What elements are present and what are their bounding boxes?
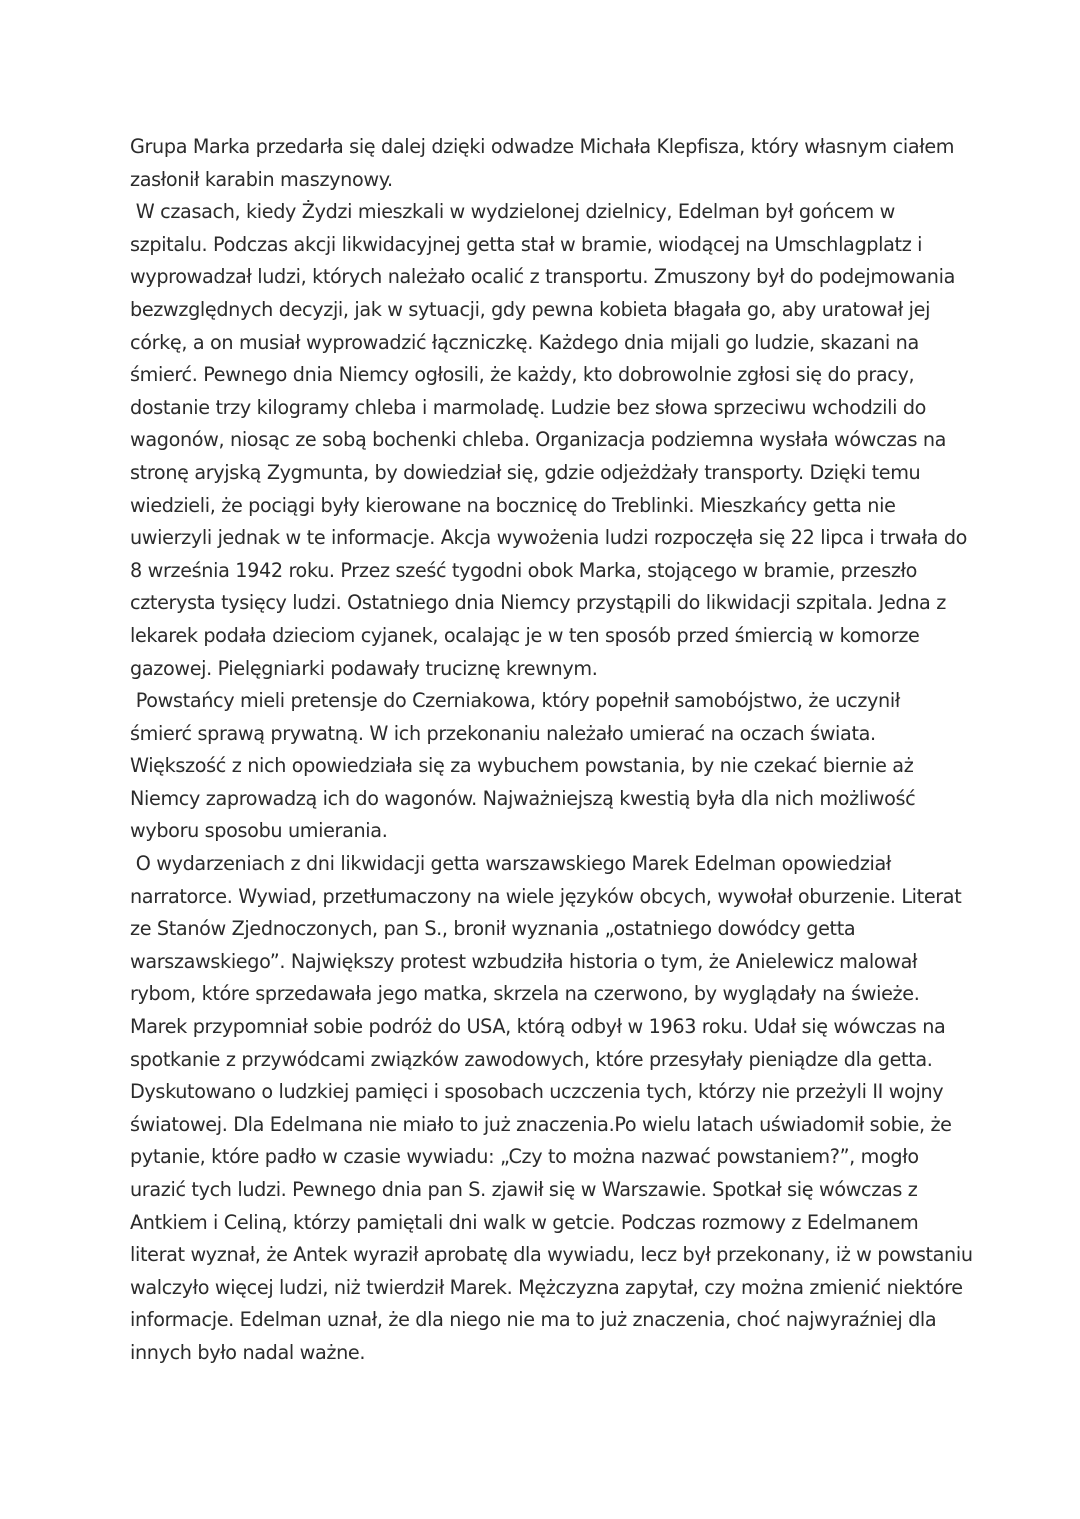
text-line: Dyskutowano o ludzkiej pamięci i sposobach uczczenia tych, którzy nie przeżyli II wojny xyxy=(130,1080,944,1104)
text-line: pytanie, które padło w czasie wywiadu: „Czy to można nazwać powstaniem?”, mogło xyxy=(130,1145,919,1169)
text-line: córkę, a on musiał wyprowadzić łączniczkę. Każdego dnia mijali go ludzie, skazani na xyxy=(130,330,919,354)
text-line: wyprowadzał ludzi, których należało ocalić z transportu. Zmuszony był do podejmowania xyxy=(130,265,956,289)
text-line: urazić tych ludzi. Pewnego dnia pan S. zjawił się w Warszawie. Spotkał się wówczas z xyxy=(130,1178,918,1201)
text-line: Grupa Marka przedarła się dalej dzięki odwadze Michała Klepfisza, który własnym ciałem xyxy=(130,135,955,158)
text-line: lekarek podała dzieciom cyjanek, ocalając je w ten sposób przed śmiercią w komorze xyxy=(130,623,920,647)
text-line: 8 września 1942 roku. Przez sześć tygodni obok Marka, stojącego w bramie, przeszło xyxy=(130,558,918,582)
text-line: dostanie trzy kilogramy chleba i marmoladę. Ludzie bez słowa sprzeciwu wchodzili do xyxy=(130,395,927,419)
text-line: gazowej. Pielęgniarki podawały truciznę krewnym. xyxy=(130,656,598,680)
text-line: literat wyznał, że Antek wyraził aprobatę dla wywiadu, lecz był przekonany, iż w powstaniu xyxy=(130,1243,973,1267)
text-line: informacje. Edelman uznał, że dla niego nie ma to już znaczenia, choć najwyraźniej dla xyxy=(130,1308,937,1332)
text-line: walczyło więcej ludzi, niż twierdził Marek. Mężczyzna zapytał, czy można zmienić niektóre xyxy=(130,1275,963,1299)
text-line: szpitalu. Podczas akcji likwidacyjnej getta stał w bramie, wiodącej na Umschlagplatz i xyxy=(130,232,923,256)
text-line: W czasach, kiedy Żydzi mieszkali w wydzielonej dzielnicy, Edelman był gońcem w xyxy=(130,200,895,224)
text-line: bezwzględnych decyzji, jak w sytuacji, gdy pewna kobieta błagała go, aby uratował jej xyxy=(130,297,931,321)
text-line: wyboru sposobu umierania. xyxy=(130,819,388,843)
text-line: Niemcy zaprowadzą ich do wagonów. Najważniejszą kwestią była dla nich możliwość xyxy=(130,786,916,810)
text-line: ze Stanów Zjednoczonych, pan S., bronił wyznania „ostatniego dowódcy getta xyxy=(130,917,856,941)
text-line: uwierzyli jednak w te informacje. Akcja wywożenia ludzi rozpoczęła się 22 lipca i trwała do xyxy=(130,526,968,550)
text-line: warszawskiego”. Największy protest wzbudziła historia o tym, że Anielewicz malował xyxy=(130,949,918,973)
text-line: czterysta tysięcy ludzi. Ostatniego dnia Niemcy przystąpili do likwidacji szpitala. Jedna z xyxy=(130,591,946,615)
text-line: Marek przypomniał sobie podróż do USA, którą odbył w 1963 roku. Udał się wówczas na xyxy=(130,1015,946,1039)
text-line: śmierć. Pewnego dnia Niemcy ogłosili, że każdy, kto dobrowolnie zgłosi się do pracy, xyxy=(130,363,915,387)
text-line: Większość z nich opowiedziała się za wybuchem powstania, by nie czekać biernie aż xyxy=(130,754,914,778)
text-line: O wydarzeniach z dni likwidacji getta warszawskiego Marek Edelman opowiedział xyxy=(130,852,892,876)
text-line: wiedzieli, że pociągi były kierowane na bocznicę do Treblinki. Mieszkańcy getta nie xyxy=(130,493,896,517)
text-line: innych było nadal ważne. xyxy=(130,1340,366,1364)
text-line: śmierć sprawą prywatną. W ich przekonaniu należało umierać na oczach świata. xyxy=(130,721,876,745)
text-line: stronę aryjską Zygmunta, by dowiedział się, gdzie odjeżdżały transporty. Dzięki temu xyxy=(130,460,921,484)
text-line: Powstańcy mieli pretensje do Czerniakowa, który popełnił samobójstwo, że uczynił xyxy=(130,689,900,713)
text-line: zasłonił karabin maszynowy. xyxy=(130,167,393,191)
text-line: Antkiem i Celiną, którzy pamiętali dni walk w getcie. Podczas rozmowy z Edelmanem xyxy=(130,1210,919,1234)
text-line: narratorce. Wywiad, przetłumaczony na wiele języków obcych, wywołał oburzenie. Literat xyxy=(130,884,962,908)
text-line: światowej. Dla Edelmana nie miało to już znaczenia.Po wielu latach uświadomił sobie, że xyxy=(130,1112,952,1136)
text-line: rybom, które sprzedawała jego matka, skrzela na czerwono, by wyglądały na świeże. xyxy=(130,982,920,1006)
text-line: wagonów, niosąc ze sobą bochenki chleba. Organizacja podziemna wysłała wówczas na xyxy=(130,428,947,452)
text-line: spotkanie z przywódcami związków zawodowych, które przesyłały pieniądze dla getta. xyxy=(130,1047,933,1071)
document-body xyxy=(130,131,973,1370)
